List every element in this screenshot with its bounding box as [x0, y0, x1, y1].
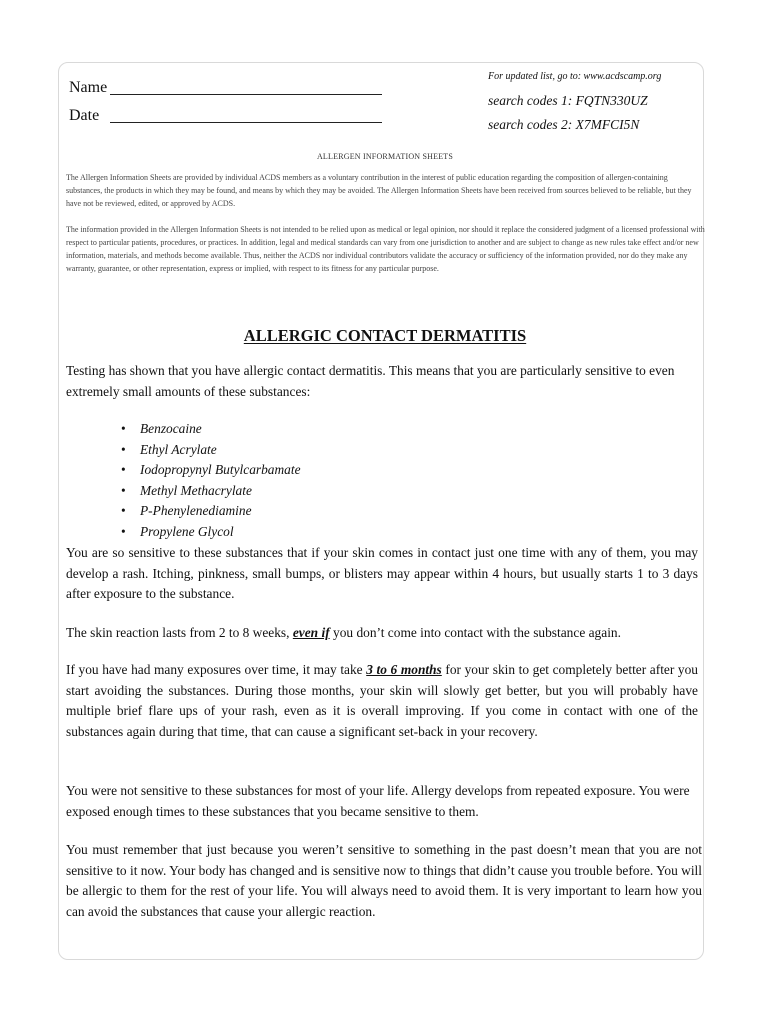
not-sensitive-paragraph: You were not sensitive to these substances for most of your life. Allergy develops from repeated exposure. You were exposed enough times to these substances that you became sensitive to them.	[66, 783, 690, 819]
list-item: • P-Phenylenediamine	[121, 501, 301, 522]
search-code-2: search codes 2: X7MFCI5N	[488, 117, 640, 132]
remember-paragraph: You must remember that just because you weren’t sensitive to something in the past doesn’t mean that you are not sensitive to it now. Your body has changed and is sensitive now to things that didn’t cause you trouble before. You will be allergic to them for the rest of your life. You will always need to avoid them. It is very important to learn how you can avoid the substances that cause your allergic reaction.	[66, 842, 702, 919]
list-item: • Methyl Methacrylate	[121, 481, 301, 502]
page-title: ALLERGIC CONTACT DERMATITIS	[243, 326, 527, 345]
intro-paragraph: Testing has shown that you have allergic contact dermatitis. This means that you are particularly sensitive to even extremely small amounts of these substances:	[66, 363, 675, 399]
bullet-icon: •	[121, 421, 126, 436]
bullet-icon: •	[121, 523, 126, 539]
bullet-icon: •	[121, 482, 126, 498]
emphasis-months: 3 to 6 months	[366, 662, 442, 677]
search-code-1: search codes 1: FQTN330UZ	[488, 93, 648, 108]
date-field[interactable]	[110, 122, 382, 123]
sensitivity-paragraph: You are so sensitive to these substances that if your skin comes in contact just one time with any of them, you may develop a rash. Itching, pinkness, small bumps, or blisters may appear within 4 hours, but usually starts 1 to 3 days after exposure to the substance.	[66, 545, 698, 602]
bullet-icon: •	[121, 462, 126, 478]
sheet-heading: ALLERGEN INFORMATION SHEETS	[316, 152, 454, 161]
list-item: • Propylene Glycol	[121, 522, 301, 543]
list-item: • Ethyl Acrylate	[121, 440, 301, 461]
bullet-icon: •	[121, 503, 126, 519]
reaction-duration-paragraph: The skin reaction lasts from 2 to 8 weeks, even if you don’t come into contact with the substance again.	[66, 625, 621, 640]
emphasis-even-if: even if	[292, 625, 330, 640]
list-item: • Benzocaine	[121, 419, 301, 440]
exposures-paragraph: If you have had many exposures over time, it may take 3 to 6 months for your skin to get completely better after you start avoiding the substances. During those months, your skin will slowly get better, but you will probably have multiple brief flare ups of your rash, even as it is overall improving. If you come in contact with one of the substances again during that time, that can cause a significant set-back in your recovery.	[66, 662, 698, 739]
disclaimer-paragraph-1: The Allergen Information Sheets are provided by individual ACDS members as a voluntary contribution in the interest of public education regarding the composition of allergen-containing substances, the products in which they may be found, and means by which they may be avoided. The Allergen Information Sheets have been received from sources believed to be reliable, but they have not be reviewed, edited, or approved by ACDS.	[66, 173, 692, 208]
substance-list	[121, 419, 301, 543]
update-note: For updated list, go to: www.acdscamp.org	[488, 71, 662, 82]
disclaimer-paragraph-2: The information provided in the Allergen Information Sheets is not intended to be relied upon as medical or legal opinion, nor should it replace the considered judgment of a licensed professional with respect to particular patients, procedures, or practices. In addition, legal and medical standards can vary from one jurisdiction to another and are subject to change as new rules take effect and/or new information, materials, and methods become available. Thus, neither the ACDS nor individual contributors validate the accuracy or sufficiency of the information provided, nor do they make any warranty, guarantee, or other representation, express or implied, with respect to its fitness for any particular purpose.	[66, 225, 705, 273]
date-label: Date	[69, 107, 100, 124]
list-item: • Iodopropynyl Butylcarbamate	[121, 460, 301, 481]
bullet-icon: •	[121, 441, 126, 457]
name-field[interactable]	[110, 94, 382, 95]
name-label: Name	[69, 79, 108, 96]
